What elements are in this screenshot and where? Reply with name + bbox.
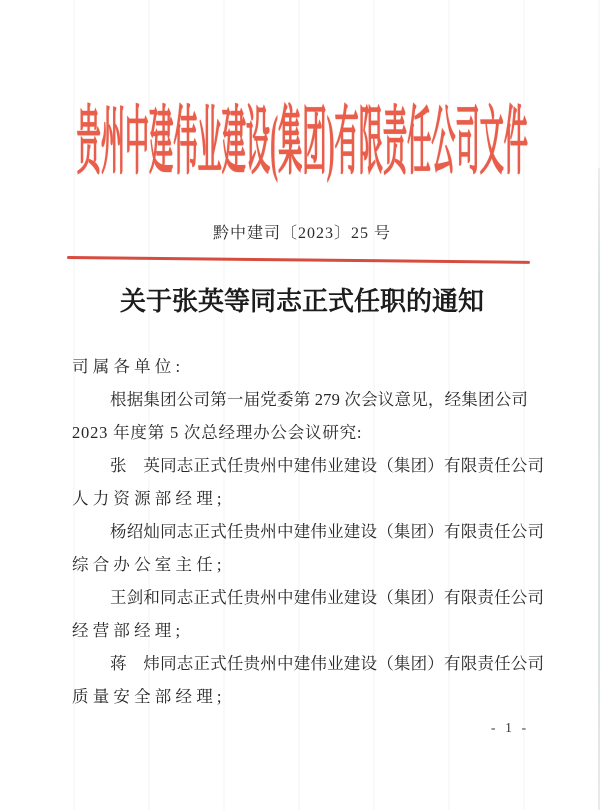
body-line: 经营部经理;	[72, 621, 185, 640]
document-title: 关于张英等同志正式任职的通知	[119, 287, 484, 316]
page-number: - 1 -	[490, 721, 530, 736]
body-line: 质量安全部经理;	[72, 687, 226, 706]
doc-number: 黔中建司〔2023〕25 号	[212, 225, 391, 242]
body-line: 根据集团公司第一届党委第 279 次会议意见，经集团公司	[110, 390, 529, 409]
body-line: 蒋 炜同志正式任贵州中建伟业建设（集团）有限责任公司	[110, 654, 545, 673]
body-line: 2023 年度第 5 次总经理办公会议研究:	[72, 423, 363, 442]
body-line: 人力资源部经理;	[72, 489, 226, 508]
body-line: 司属各单位:	[72, 357, 185, 376]
body-text	[72, 350, 544, 713]
body-line: 综合办公室主任;	[72, 555, 226, 574]
body-line: 王剑和同志正式任贵州中建伟业建设（集团）有限责任公司	[110, 588, 545, 607]
body-line: 张 英同志正式任贵州中建伟业建设（集团）有限责任公司	[110, 456, 545, 475]
letterhead	[0, 86, 604, 182]
page-edge-line	[598, 168, 600, 810]
body-line: 杨绍灿同志正式任贵州中建伟业建设（集团）有限责任公司	[110, 522, 545, 541]
org-title: 贵州中建伟业建设(集团)有限责任公司文件	[76, 101, 528, 184]
red-rule-divider	[67, 256, 530, 264]
